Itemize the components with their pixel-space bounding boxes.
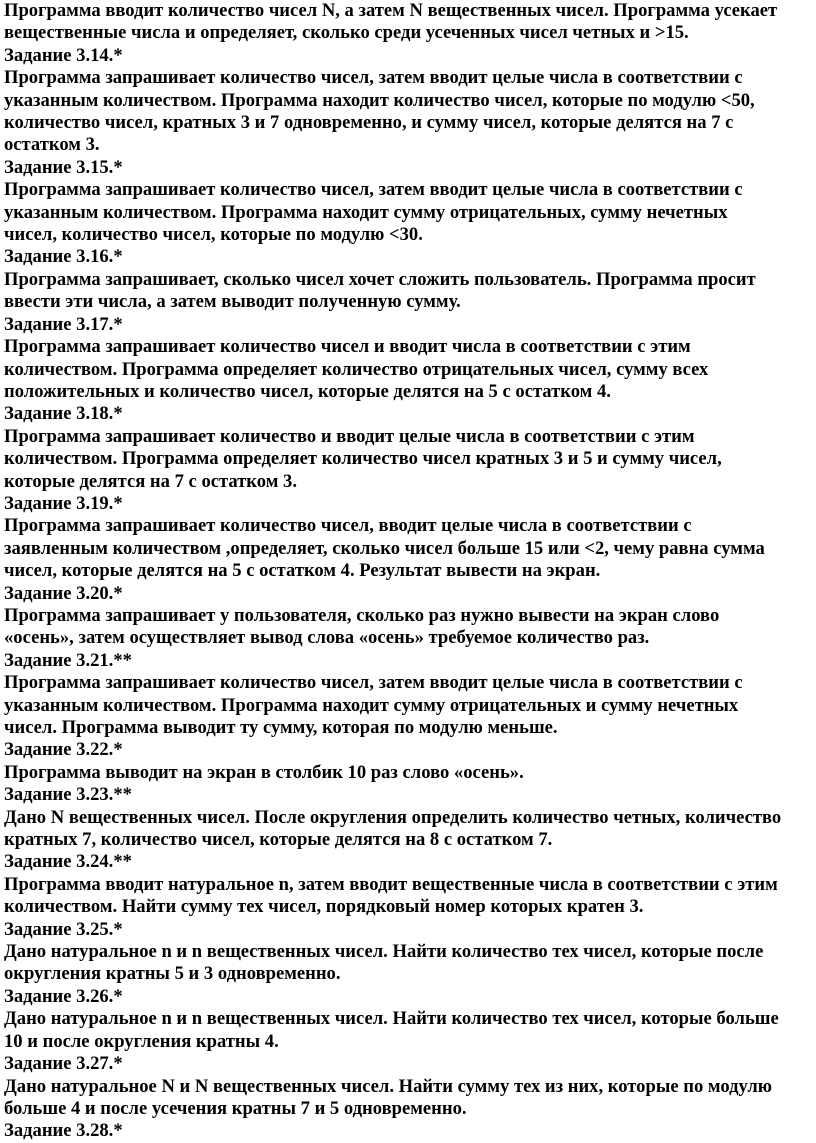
text-line: «осень», затем осуществляет вывод слова «осень» требуемое количество раз. — [4, 627, 650, 649]
task-heading: Задание 3.14.* — [4, 44, 123, 66]
text-line: чисел, количество чисел, которые по модулю <30. — [4, 224, 423, 246]
text-line: кратных 7, количество чисел, которые делятся на 8 с остатком 7. — [4, 829, 553, 851]
task-heading: Задание 3.23.** — [4, 784, 132, 806]
task-heading: Задание 3.24.** — [4, 851, 132, 873]
text-line: количеством. Найти сумму тех чисел, порядковый номер которых кратен 3. — [4, 896, 644, 918]
text-line: Дано натуральное N и N вещественных чисел. Найти сумму тех из них, которые по модулю — [4, 1075, 772, 1097]
text-line: Программа запрашивает у пользователя, сколько раз нужно вывести на экран слово — [4, 604, 720, 626]
text-line: больше 4 и после усечения кратны 7 и 5 одновременно. — [4, 1097, 467, 1119]
task-heading: Задание 3.16.* — [4, 246, 123, 268]
text-line: вещественные числа и определяет, сколько среди усеченных чисел четных и >15. — [4, 22, 689, 44]
text-line: чисел. Программа выводит ту сумму, которая по модулю меньше. — [4, 717, 558, 738]
text-line: указанным количеством. Программа находит сумму отрицательных и сумму нечетных — [4, 694, 739, 716]
text-line: указанным количеством. Программа находит количество чисел, которые по модулю <50, — [4, 89, 755, 111]
text-line: чисел, которые делятся на 5 с остатком 4. Результат вывести на экран. — [4, 560, 601, 582]
text-line: Программа запрашивает количество чисел, затем вводит целые числа в соответствии с — [4, 67, 743, 89]
task-heading: Задание 3.19.* — [4, 492, 123, 514]
text-line: ввести эти числа, а затем выводит полученную сумму. — [4, 291, 461, 313]
text-line: остатком 3. — [4, 134, 100, 156]
text-line: Программа запрашивает количество чисел, вводит целые числа в соответствии с — [4, 515, 692, 537]
text-line: указанным количеством. Программа находит сумму отрицательных, сумму нечетных — [4, 201, 728, 223]
text-line: Программа запрашивает, сколько чисел хочет сложить пользователь. Программа просит — [4, 268, 756, 290]
text-line: заявленным количеством ,определяет, сколько чисел больше 15 или <2, чему равна сумма — [4, 537, 765, 559]
text-line: Программа запрашивает количество чисел, затем вводит целые числа в соответствии с — [4, 672, 743, 694]
task-heading: Задание 3.18.* — [4, 403, 123, 425]
text-line: которые делятся на 7 с остатком 3. — [4, 470, 297, 492]
text-line: Дано натуральное n и n вещественных чисел. Найти количество тех чисел, которые после — [4, 941, 764, 963]
task-heading: Задание 3.20.* — [4, 582, 123, 604]
text-line: Дано N вещественных чисел. После округления определить количество четных, количество — [4, 806, 782, 828]
task-heading: Задание 3.28.* — [4, 1120, 123, 1142]
text-line: количество чисел, кратных 3 и 7 одновременно, и сумму чисел, которые делятся на 7 с — [4, 112, 734, 134]
text-line: округления кратны 5 и 3 одновременно. — [4, 963, 341, 985]
task-heading: Задание 3.15.* — [4, 156, 123, 178]
text-line: Программа выводит на экран в столбик 10 раз слово «осень». — [4, 761, 524, 783]
task-heading: Задание 3.22.* — [4, 739, 123, 761]
text-line: Программа запрашивает количество чисел и вводит числа в соответствии с этим — [4, 336, 691, 358]
task-heading: Задание 3.21.** — [4, 649, 132, 671]
task-heading: Задание 3.27.* — [4, 1053, 123, 1075]
text-line: Программа запрашивает количество чисел, затем вводит целые числа в соответствии с — [4, 179, 743, 201]
text-line: Программа вводит натуральное n, затем вводит вещественные числа в соответствии с этим — [4, 873, 778, 895]
task-heading: Задание 3.25.* — [4, 918, 123, 940]
text-line: Программа запрашивает количество и вводит целые числа в соответствии с этим — [4, 425, 695, 447]
text-line: количеством. Программа определяет количество чисел кратных 3 и 5 и сумму чисел, — [4, 448, 722, 470]
text-line: количеством. Программа определяет количество отрицательных чисел, сумму всех — [4, 358, 709, 380]
text-line: Программа вводит количество чисел N, а затем N вещественных чисел. Программа усекает — [4, 0, 778, 21]
document-page — [4, 0, 812, 1143]
text-line: положительных и количество чисел, которые делятся на 5 с остатком 4. — [4, 380, 611, 402]
task-heading: Задание 3.26.* — [4, 985, 123, 1007]
task-heading: Задание 3.17.* — [4, 313, 123, 335]
text-line: Дано натуральное n и n вещественных чисел. Найти количество тех чисел, которые больше — [4, 1008, 779, 1030]
text-line: 10 и после округления кратны 4. — [4, 1030, 279, 1052]
